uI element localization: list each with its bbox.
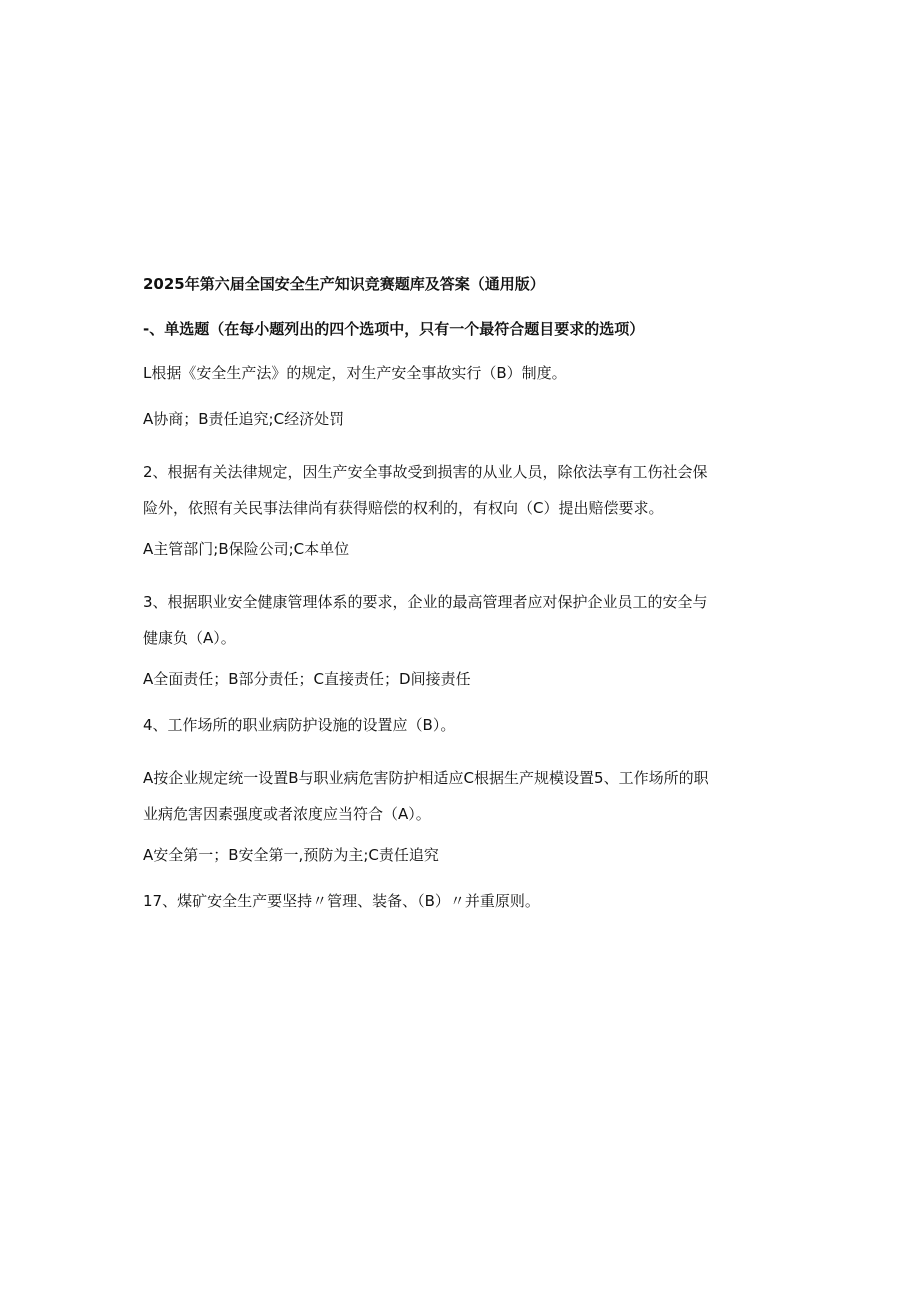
options-4-question-5: A按企业规定统一设置B与职业病危害防护相适应C根据生产规模设置5、工作场所的职业病危害因素强度或者浓度应当符合（A）。 [143, 769, 709, 823]
question-4: 4、工作场所的职业病防护设施的设置应（B）。 [143, 716, 456, 734]
question-3: 3、根据职业安全健康管理体系的要求，企业的最高管理者应对保护企业员工的安全与健康负（A）。 [143, 593, 708, 647]
section-heading: -、单选题（在每小题列出的四个选项中，只有一个最符合题目要求的选项） [143, 320, 645, 338]
options-2: A主管部门;B保险公司;C本单位 [143, 540, 350, 558]
question-17: 17、煤矿安全生产要坚持〃管理、装备、（B）〃并重原则。 [143, 892, 540, 910]
options-5: A安全第一；B安全第一,预防为主;C责任追究 [143, 846, 439, 864]
document-content [143, 272, 713, 936]
options-3: A全面责任；B部分责任；C直接责任；D间接责任 [143, 670, 471, 688]
question-1: L根据《安全生产法》的规定，对生产安全事故实行（B）制度。 [143, 364, 567, 382]
question-2: 2、根据有关法律规定，因生产安全事故受到损害的从业人员，除依法享有工伤社会保险外，依照有关民事法律尚有获得赔偿的权利的，有权向（C）提出赔偿要求。 [143, 463, 708, 517]
options-1: A协商；B责任追究;C经济处罚 [143, 410, 345, 428]
document-title: 2025年第六届全国安全生产知识竞赛题库及答案（通用版） [143, 275, 545, 293]
